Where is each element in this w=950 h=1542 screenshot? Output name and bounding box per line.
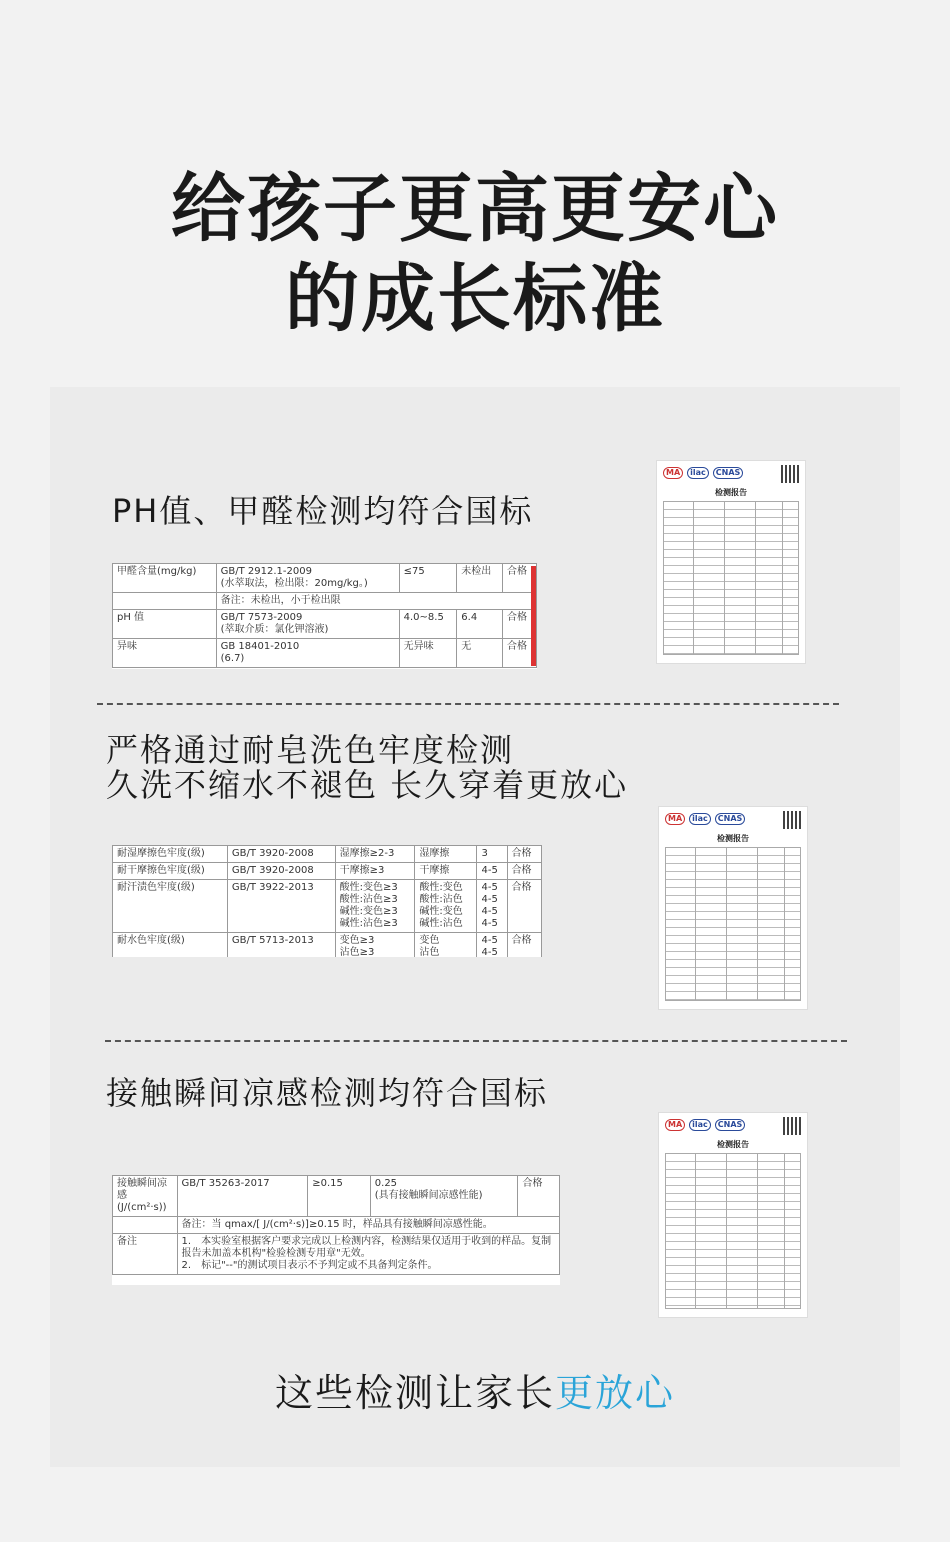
spec-table	[112, 1175, 560, 1275]
qr-code-icon	[783, 1117, 801, 1135]
section3-heading: 接触瞬间凉感检测均符合国标	[106, 1074, 549, 1112]
test-report-thumbnail-3	[658, 1112, 808, 1318]
table-cell: 1. 本实验室根据客户要求完成以上检测内容，检测结果仅适用于收到的样品。复制报告未加盖本机构"检验检测专用章"无效。 2. 标记"--"的测试项目表示不予判定或不具备判定条件。	[177, 1234, 559, 1275]
table-cell: 备注	[113, 1234, 178, 1275]
closing-text: 这些检测让家长	[274, 1371, 555, 1415]
report-column-line	[695, 1154, 696, 1308]
cert-logo-icon: MA	[665, 1119, 685, 1131]
report-column-line	[784, 1154, 785, 1308]
report-table	[665, 1153, 801, 1309]
table-cell: 合格	[502, 639, 536, 668]
table-cell: 合格	[507, 863, 541, 880]
table-cell: 未检出	[457, 564, 503, 593]
report-column-line	[755, 502, 756, 654]
page-title-line2: 的成长标准	[285, 256, 665, 342]
table-cell	[113, 593, 217, 610]
table-cell: ≤75	[399, 564, 457, 593]
table-row	[113, 593, 537, 610]
table-cell: 合格	[502, 610, 536, 639]
test-report-thumbnail-1	[656, 460, 806, 664]
test-report-thumbnail-2	[658, 806, 808, 1010]
table-row	[113, 880, 542, 933]
table-cell: 合格	[507, 880, 541, 933]
table-cell: GB/T 35263-2017	[177, 1176, 308, 1217]
table-cell: pH 值	[113, 610, 217, 639]
table-cell: GB/T 3922-2013	[227, 880, 335, 933]
table-cell: 备注：未检出，小于检出限	[216, 593, 536, 610]
cert-logo-icon: ilac	[689, 813, 711, 825]
table-cell: 耐水色牢度(级)	[113, 933, 228, 958]
table-cell: 合格	[507, 933, 541, 958]
formaldehyde-ph-table	[112, 563, 537, 669]
table-cell: 备注：当 qmax/[ J/(cm²·s)]≥0.15 时，样品具有接触瞬间凉感性能。	[177, 1217, 559, 1234]
table-cell: 耐干摩擦色牢度(级)	[113, 863, 228, 880]
cooling-sensation-table	[112, 1175, 560, 1285]
table-cell: GB 18401-2010 (6.7)	[216, 639, 399, 668]
section1-heading: PH值、甲醛检测均符合国标	[112, 492, 534, 530]
table-cell: 6.4	[457, 610, 503, 639]
table-cell: 湿摩擦≥2-3	[335, 846, 415, 863]
table-cell: 异味	[113, 639, 217, 668]
stamp-edge	[531, 566, 536, 666]
certification-logos	[665, 813, 745, 825]
report-column-line	[724, 502, 725, 654]
cert-logo-icon: MA	[665, 813, 685, 825]
cert-logo-icon: CNAS	[713, 467, 744, 479]
table-cell: 无异味	[399, 639, 457, 668]
table-row	[113, 863, 542, 880]
table-cell: 干摩擦	[415, 863, 477, 880]
divider-1	[97, 703, 839, 705]
table-cell: 湿摩擦	[415, 846, 477, 863]
table-cell: 3	[477, 846, 507, 863]
table-cell: 酸性:变色 酸性:沾色 碱性:变色 碱性:沾色	[415, 880, 477, 933]
cert-logo-icon: ilac	[687, 467, 709, 479]
table-cell: 合格	[502, 564, 536, 593]
color-fastness-table	[112, 845, 542, 957]
table-cell: 4-5	[477, 863, 507, 880]
section2-heading-line1: 严格通过耐皂洗色牢度检测	[106, 731, 515, 769]
report-table	[665, 847, 801, 1001]
cert-logo-icon: ilac	[689, 1119, 711, 1131]
certification-logos	[663, 467, 743, 479]
table-cell: 变色≥3 沾色≥3	[335, 933, 415, 958]
qr-code-icon	[783, 811, 801, 829]
report-column-line	[782, 502, 783, 654]
report-column-line	[695, 848, 696, 1000]
page-title-line1: 给孩子更高更安心	[171, 166, 779, 252]
report-title: 检测报告	[717, 1140, 749, 1149]
table-cell: 0.25 (具有接触瞬间凉感性能)	[370, 1176, 518, 1217]
table-cell: 干摩擦≥3	[335, 863, 415, 880]
report-column-line	[757, 848, 758, 1000]
spec-table	[112, 845, 542, 957]
qr-code-icon	[781, 465, 799, 483]
cert-logo-icon: CNAS	[715, 1119, 746, 1131]
table-cell: 合格	[507, 846, 541, 863]
report-title: 检测报告	[717, 834, 749, 843]
table-cell: 耐湿摩擦色牢度(级)	[113, 846, 228, 863]
table-cell: ≥0.15	[308, 1176, 371, 1217]
table-cell: GB/T 7573-2009 (萃取介质：氯化钾溶液)	[216, 610, 399, 639]
divider-2	[105, 1040, 847, 1042]
report-column-line	[726, 1154, 727, 1308]
table-cell: 甲醛含量(mg/kg)	[113, 564, 217, 593]
table-cell: 无	[457, 639, 503, 668]
table-cell: 合格	[518, 1176, 560, 1217]
table-cell	[113, 1217, 178, 1234]
table-cell: GB/T 3920-2008	[227, 863, 335, 880]
table-row	[113, 1234, 560, 1275]
table-cell: GB/T 3920-2008	[227, 846, 335, 863]
table-cell: 耐汗渍色牢度(级)	[113, 880, 228, 933]
report-column-line	[726, 848, 727, 1000]
cert-logo-icon: CNAS	[715, 813, 746, 825]
table-cell: GB/T 5713-2013	[227, 933, 335, 958]
report-table	[663, 501, 799, 655]
table-cell: 4-5 4-5	[477, 933, 507, 958]
table-cell: 接触瞬间凉感 (J/(cm²·s))	[113, 1176, 178, 1217]
table-row	[113, 1176, 560, 1217]
report-title: 检测报告	[715, 488, 747, 497]
report-column-line	[784, 848, 785, 1000]
closing-accent-text: 更放心	[555, 1371, 676, 1415]
report-column-line	[757, 1154, 758, 1308]
table-cell: 4.0~8.5	[399, 610, 457, 639]
table-row	[113, 1217, 560, 1234]
table-cell: 变色 沾色	[415, 933, 477, 958]
table-cell: 4-5 4-5 4-5 4-5	[477, 880, 507, 933]
table-row	[113, 564, 537, 593]
table-cell: GB/T 2912.1-2009 (水萃取法，检出限：20mg/kg。)	[216, 564, 399, 593]
section2-heading-line2: 久洗不缩水不褪色 长久穿着更放心	[106, 766, 629, 804]
closing-statement	[0, 1370, 950, 1416]
table-row	[113, 933, 542, 958]
table-cell: 酸性:变色≥3 酸性:沾色≥3 碱性:变色≥3 碱性:沾色≥3	[335, 880, 415, 933]
table-row	[113, 639, 537, 668]
table-row	[113, 846, 542, 863]
spec-table	[112, 563, 537, 668]
cert-logo-icon: MA	[663, 467, 683, 479]
certification-logos	[665, 1119, 745, 1131]
report-column-line	[693, 502, 694, 654]
table-row	[113, 610, 537, 639]
